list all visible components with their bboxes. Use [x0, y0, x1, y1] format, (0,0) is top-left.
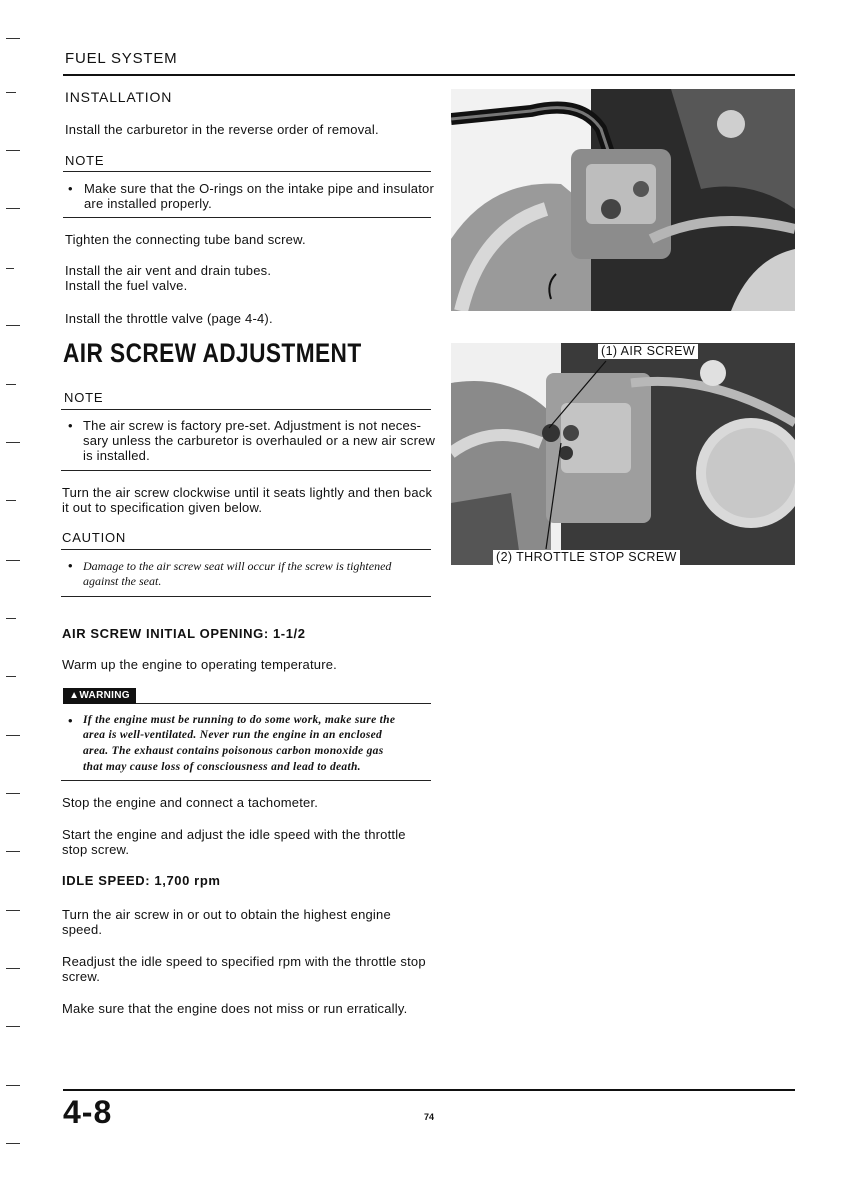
- section-header: FUEL SYSTEM: [65, 50, 178, 67]
- caution-rule-bottom: [61, 596, 431, 597]
- note-rule-bottom: [63, 217, 431, 218]
- warning-rule-top: [136, 703, 431, 704]
- note-rule-top: [63, 171, 431, 172]
- installation-step-3a: Install the air vent and drain tubes.: [65, 263, 272, 278]
- installation-step-1: Install the carburetor in the reverse order of removal.: [65, 122, 379, 137]
- caution-label: CAUTION: [62, 530, 127, 545]
- air-screw-step-2: Warm up the engine to operating temperature.: [62, 657, 337, 672]
- page-reference: 4-8: [63, 1094, 113, 1130]
- air-screw-step-1b: it out to specification given below.: [62, 500, 263, 515]
- warning-text-1: If the engine must be running to do some work, make sure the: [83, 714, 396, 726]
- air-screw-step-6a: Readjust the idle speed to specified rpm with the throttle stop: [62, 954, 426, 969]
- installation-step-2: Tighten the connecting tube band screw.: [65, 232, 306, 247]
- installation-step-4: Install the throttle valve (page 4-4).: [65, 311, 273, 326]
- idle-speed-spec: IDLE SPEED: 1,700 rpm: [62, 873, 221, 888]
- carburetor-installation-photo: [451, 89, 795, 311]
- caution-bullet: •: [68, 558, 73, 573]
- air-note-rule-bottom: [61, 470, 431, 471]
- air-note-bullet: •: [68, 418, 73, 433]
- air-screw-step-4a: Start the engine and adjust the idle speed with the throttle: [62, 827, 406, 842]
- air-screw-note-label: NOTE: [64, 390, 104, 405]
- caution-text-2: against the seat.: [83, 574, 162, 588]
- caution-rule-top: [61, 549, 431, 550]
- caution-text-1: Damage to the air screw seat will occur if the screw is tightened: [83, 559, 392, 573]
- air-screw-step-5b: speed.: [62, 922, 103, 937]
- installation-note-label: NOTE: [65, 153, 105, 168]
- warning-rule-bottom: [61, 780, 431, 781]
- callout-throttle-stop-screw: (2) THROTTLE STOP SCREW: [493, 550, 680, 565]
- header-rule: [63, 74, 795, 76]
- air-screw-step-7: Make sure that the engine does not miss or run erratically.: [62, 1001, 408, 1016]
- air-screw-note-3: is installed.: [83, 448, 150, 463]
- air-screw-title: AIR SCREW ADJUSTMENT: [63, 338, 362, 368]
- warning-bullet: •: [68, 713, 73, 728]
- warning-triangle-icon: ▲: [69, 690, 80, 701]
- warning-label: WARNING: [79, 690, 130, 701]
- air-screw-note-2: sary unless the carburetor is overhauled or a new air screw: [83, 433, 436, 448]
- warning-text-3: area. The exhaust contains poisonous carbon monoxide gas: [83, 745, 384, 757]
- installation-note-text-1: Make sure that the O-rings on the intake pipe and insulator: [84, 181, 434, 196]
- warning-badge: [63, 688, 136, 704]
- note-bullet: •: [68, 181, 73, 196]
- installation-title: INSTALLATION: [65, 89, 173, 105]
- air-screw-opening-spec: AIR SCREW INITIAL OPENING: 1-1/2: [62, 626, 306, 641]
- air-screw-adjustment-photo: [451, 343, 795, 565]
- footer-rule: [63, 1089, 795, 1091]
- sheet-number: 74: [424, 1112, 435, 1122]
- air-screw-step-5a: Turn the air screw in or out to obtain the highest engine: [62, 907, 391, 922]
- warning-text-4: that may cause loss of consciousness and lead to death.: [83, 761, 361, 773]
- air-screw-step-6b: screw.: [62, 969, 101, 984]
- callout-air-screw: (1) AIR SCREW: [598, 344, 698, 359]
- installation-step-3b: Install the fuel valve.: [65, 278, 188, 293]
- air-screw-step-3: Stop the engine and connect a tachometer.: [62, 795, 319, 810]
- warning-text-2: area is well-ventilated. Never run the engine in an enclosed: [83, 729, 383, 741]
- air-screw-step-1a: Turn the air screw clockwise until it seats lightly and then back: [62, 485, 433, 500]
- installation-note-text-2: are installed properly.: [84, 196, 212, 211]
- air-screw-step-4b: stop screw.: [62, 842, 130, 857]
- air-note-rule-top: [61, 409, 431, 410]
- air-screw-note-1: The air screw is factory pre-set. Adjustment is not neces-: [83, 418, 422, 433]
